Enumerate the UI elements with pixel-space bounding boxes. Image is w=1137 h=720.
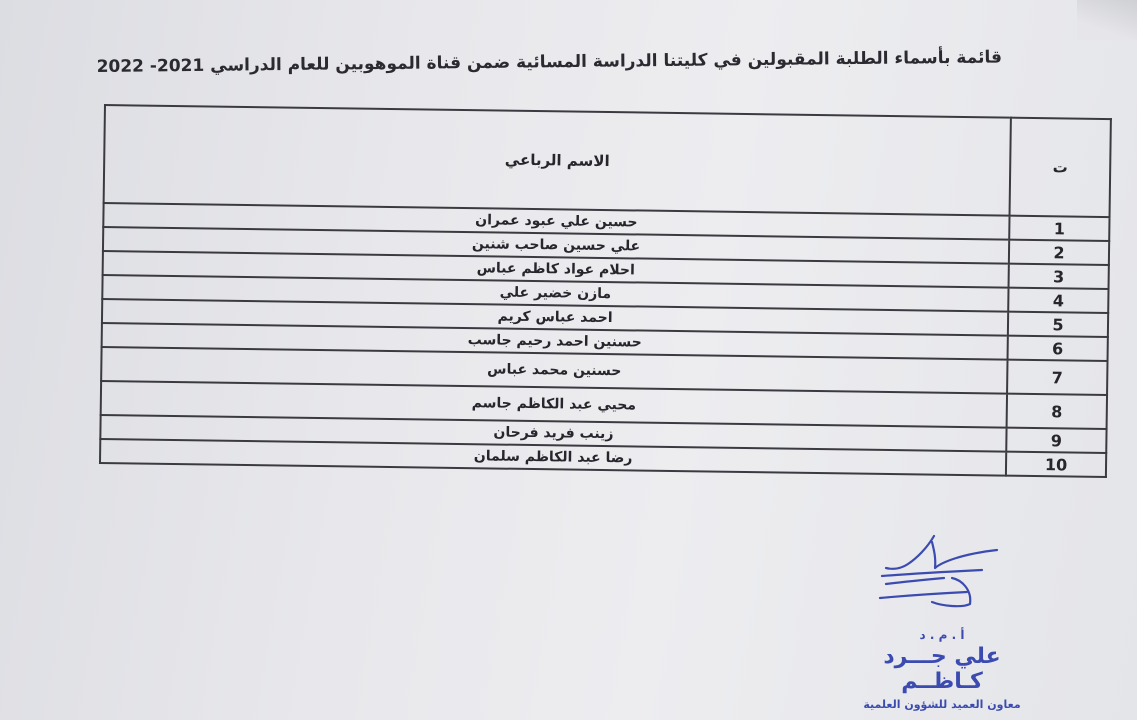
row-name: احمد عباس كريم	[102, 299, 1008, 336]
row-name: رضا عبد الكاظم سلمان	[100, 439, 1006, 476]
row-name: حسين علي عبود عمران	[103, 203, 1009, 240]
signatory-role: معاون العميد للشؤون العلمية	[863, 698, 1021, 711]
row-number: 8	[1007, 394, 1107, 429]
row-number: 2	[1009, 240, 1109, 265]
row-number: 9	[1006, 428, 1106, 453]
row-name: حسنين احمد رحيم جاسب	[102, 323, 1008, 360]
row-name: زينب فريد فرحان	[100, 415, 1006, 452]
row-number: 6	[1008, 336, 1108, 361]
row-number: 1	[1009, 216, 1109, 241]
students-table-container	[99, 104, 1112, 478]
row-name: محيي عبد الكاظم جاسم	[101, 381, 1007, 428]
document-title: قائمة بأسماء الطلبة المقبولين في كليتنا الدراسة المسائية ضمن قناة الموهوبين للعام الدراسي 2021- 2022	[96, 47, 1003, 77]
row-number: 10	[1006, 452, 1106, 477]
row-number: 4	[1008, 288, 1108, 313]
signature-block	[842, 628, 1042, 711]
students-table	[99, 104, 1112, 478]
header-number: ت	[1010, 118, 1111, 217]
header-name: الاسم الرباعي	[104, 105, 1011, 216]
row-name: احلام عواد كاظم عباس	[103, 251, 1009, 288]
signatory-rank: أ . م . د	[919, 628, 965, 642]
row-name: حسنين محمد عباس	[101, 347, 1007, 394]
row-number: 7	[1007, 360, 1107, 395]
handwritten-signature	[872, 528, 1002, 618]
page-corner	[1077, 0, 1137, 40]
row-name: مازن خضير علي	[102, 275, 1008, 312]
row-number: 3	[1009, 264, 1109, 289]
row-number: 5	[1008, 312, 1108, 337]
signatory-name: علي جـــرد كـاظــم	[883, 644, 1001, 694]
row-name: علي حسين صاحب شنين	[103, 227, 1009, 264]
